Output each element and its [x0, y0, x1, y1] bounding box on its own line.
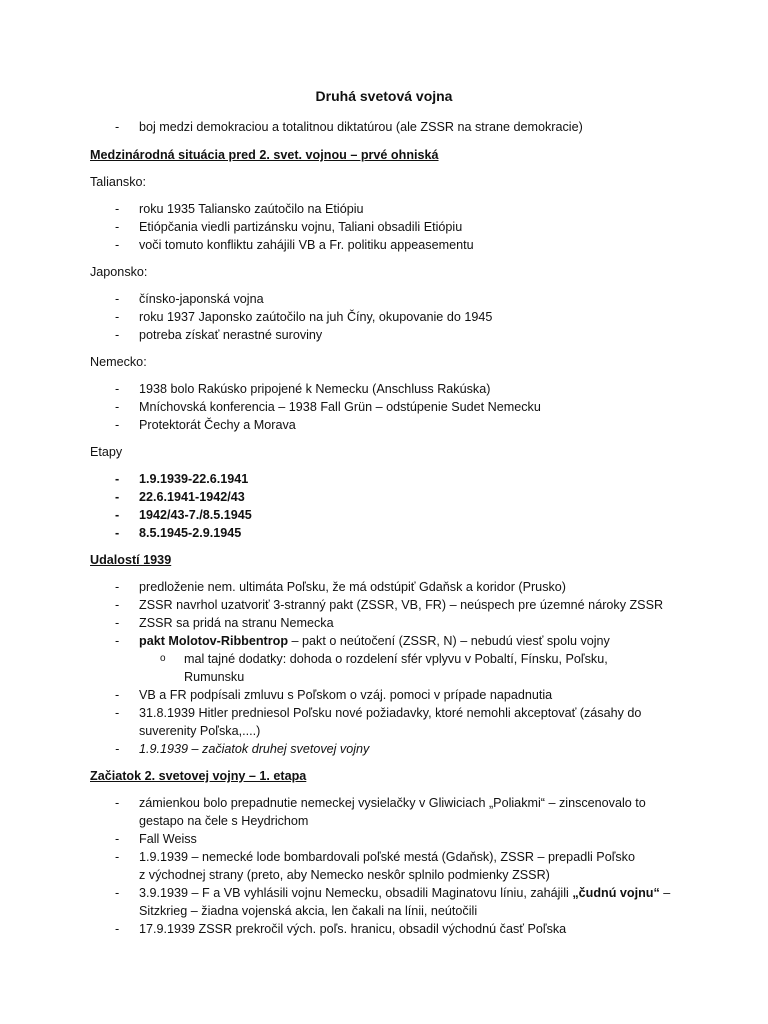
list-item-text: [139, 632, 610, 650]
bullet-dash: -: [115, 742, 120, 756]
list-item-text: Etiópčania viedli partizánsku vojnu, Taliani obsadili Etiópiu: [139, 220, 463, 234]
heading-germany: Nemecko:: [90, 355, 147, 369]
bullet-dash: -: [115, 922, 120, 936]
list-item-text: roku 1937 Japonsko zaútočilo na juh Číny, okupovanie do 1945: [139, 310, 493, 324]
list-item-text: voči tomuto konfliktu zahájili VB a Fr. politiku appeasementu: [139, 238, 474, 252]
bullet-dash: -: [115, 634, 120, 648]
list-item-text: ZSSR navrhol uzatvoriť 3-stranný pakt (ZSSR, VB, FR) – neúspech pre územné nároky ZSSR: [139, 598, 664, 612]
list-item-continuation: Sitzkrieg – žiadna vojenská akcia, len čakali na línii, neútočili: [139, 904, 478, 918]
bullet-dash: -: [115, 796, 120, 810]
list-item-text: Fall Weiss: [139, 832, 197, 846]
list-item-text: predloženie nem. ultimáta Poľsku, že má odstúpiť Gdaňsk a koridor (Prusko): [139, 580, 566, 594]
text-segment: –: [659, 886, 671, 900]
heading-italy: Taliansko:: [90, 175, 147, 189]
bullet-dash: -: [115, 120, 120, 134]
bullet-dash: -: [115, 328, 120, 342]
bullet-dash: -: [115, 688, 120, 702]
heading-stages: Etapy: [90, 445, 123, 459]
bullet-dash: -: [115, 202, 120, 216]
heading-war-start: Začiatok 2. svetovej vojny – 1. etapa: [90, 769, 307, 783]
bullet-dash: -: [115, 490, 120, 504]
bullet-dash: -: [115, 220, 120, 234]
list-item-continuation: Rumunsku: [184, 670, 245, 684]
list-item-text: 1.9.1939 – nemecké lode bombardovali poľské mestá (Gdaňsk), ZSSR – prepadli Poľsko: [139, 850, 635, 864]
stage-text: 1942/43-7./8.5.1945: [139, 508, 252, 522]
list-item-text: 17.9.1939 ZSSR prekročil vých. poľs. hranicu, obsadil východnú časť Poľska: [139, 922, 567, 936]
pact-name: pakt Molotov-Ribbentrop: [139, 634, 289, 648]
list-item-text: 1.9.1939 – začiatok druhej svetovej vojny: [139, 742, 370, 756]
list-item-text: VB a FR podpísali zmluvu s Poľskom o vzáj. pomoci v prípade napadnutia: [139, 688, 553, 702]
heading-japan: Japonsko:: [90, 265, 148, 279]
list-item-text: 1938 bolo Rakúsko pripojené k Nemecku (Anschluss Rakúska): [139, 382, 491, 396]
circle-bullet-icon: o: [160, 653, 166, 664]
bullet-dash: -: [115, 850, 120, 864]
stage-text: 22.6.1941-1942/43: [139, 490, 245, 504]
stage-text: 1.9.1939-22.6.1941: [139, 472, 249, 486]
bullet-dash: -: [115, 418, 120, 432]
bullet-dash: -: [115, 238, 120, 252]
list-item-text: ZSSR sa pridá na stranu Nemecka: [139, 616, 334, 630]
bullet-dash: -: [115, 508, 120, 522]
list-item-text: [139, 884, 670, 902]
bullet-dash: -: [115, 706, 120, 720]
list-item-text: zámienkou bolo prepadnutie nemeckej vysielačky v Gliwiciach „Poliakmi“ – zinscenovalo to: [139, 796, 646, 810]
bullet-dash: -: [115, 832, 120, 846]
heading-situation: Medzinárodná situácia pred 2. svet. vojnou – prvé ohniská: [90, 148, 439, 162]
bullet-dash: -: [115, 310, 120, 324]
heading-events: Udalostí 1939: [90, 553, 172, 567]
list-item-continuation: suverenity Poľska,....): [139, 724, 261, 738]
bullet-dash: -: [115, 382, 120, 396]
phoney-war-term: „čudnú vojnu“: [572, 886, 660, 900]
list-item-text: mal tajné dodatky: dohoda o rozdelení sfér vplyvu v Pobaltí, Fínsku, Poľsku,: [184, 652, 608, 666]
list-item-continuation: gestapo na čele s Heydrichom: [139, 814, 309, 828]
bullet-dash: -: [115, 886, 120, 900]
intro-text: boj medzi demokraciou a totalitnou diktatúrou (ale ZSSR na strane demokracie): [139, 120, 583, 134]
bullet-dash: -: [115, 472, 120, 486]
list-item-text: roku 1935 Taliansko zaútočilo na Etiópiu: [139, 202, 364, 216]
bullet-dash: -: [115, 400, 120, 414]
bullet-dash: -: [115, 526, 120, 540]
text-segment: 3.9.1939 – F a VB vyhlásili vojnu Nemecku, obsadili Maginatovu líniu, zahájili: [139, 886, 573, 900]
list-item-text: potreba získať nerastné suroviny: [139, 328, 323, 342]
bullet-dash: -: [115, 598, 120, 612]
document-title: Druhá svetová vojna: [315, 88, 453, 104]
bullet-dash: -: [115, 616, 120, 630]
list-item-text: 31.8.1939 Hitler predniesol Poľsku nové požiadavky, ktoré nemohli akceptovať (zásahy do: [139, 706, 642, 720]
list-item-continuation: z východnej strany (preto, aby Nemecko neskôr splnilo podmienky ZSSR): [139, 868, 550, 882]
bullet-dash: -: [115, 580, 120, 594]
list-item-text: Mníchovská konferencia – 1938 Fall Grün – odstúpenie Sudet Nemecku: [139, 400, 541, 414]
pact-description: – pakt o neútočení (ZSSR, N) – nebudú viesť spolu vojny: [288, 634, 610, 648]
stage-text: 8.5.1945-2.9.1945: [139, 526, 242, 540]
list-item-text: čínsko-japonská vojna: [139, 292, 264, 306]
list-item-text: Protektorát Čechy a Morava: [139, 418, 296, 432]
bullet-dash: -: [115, 292, 120, 306]
